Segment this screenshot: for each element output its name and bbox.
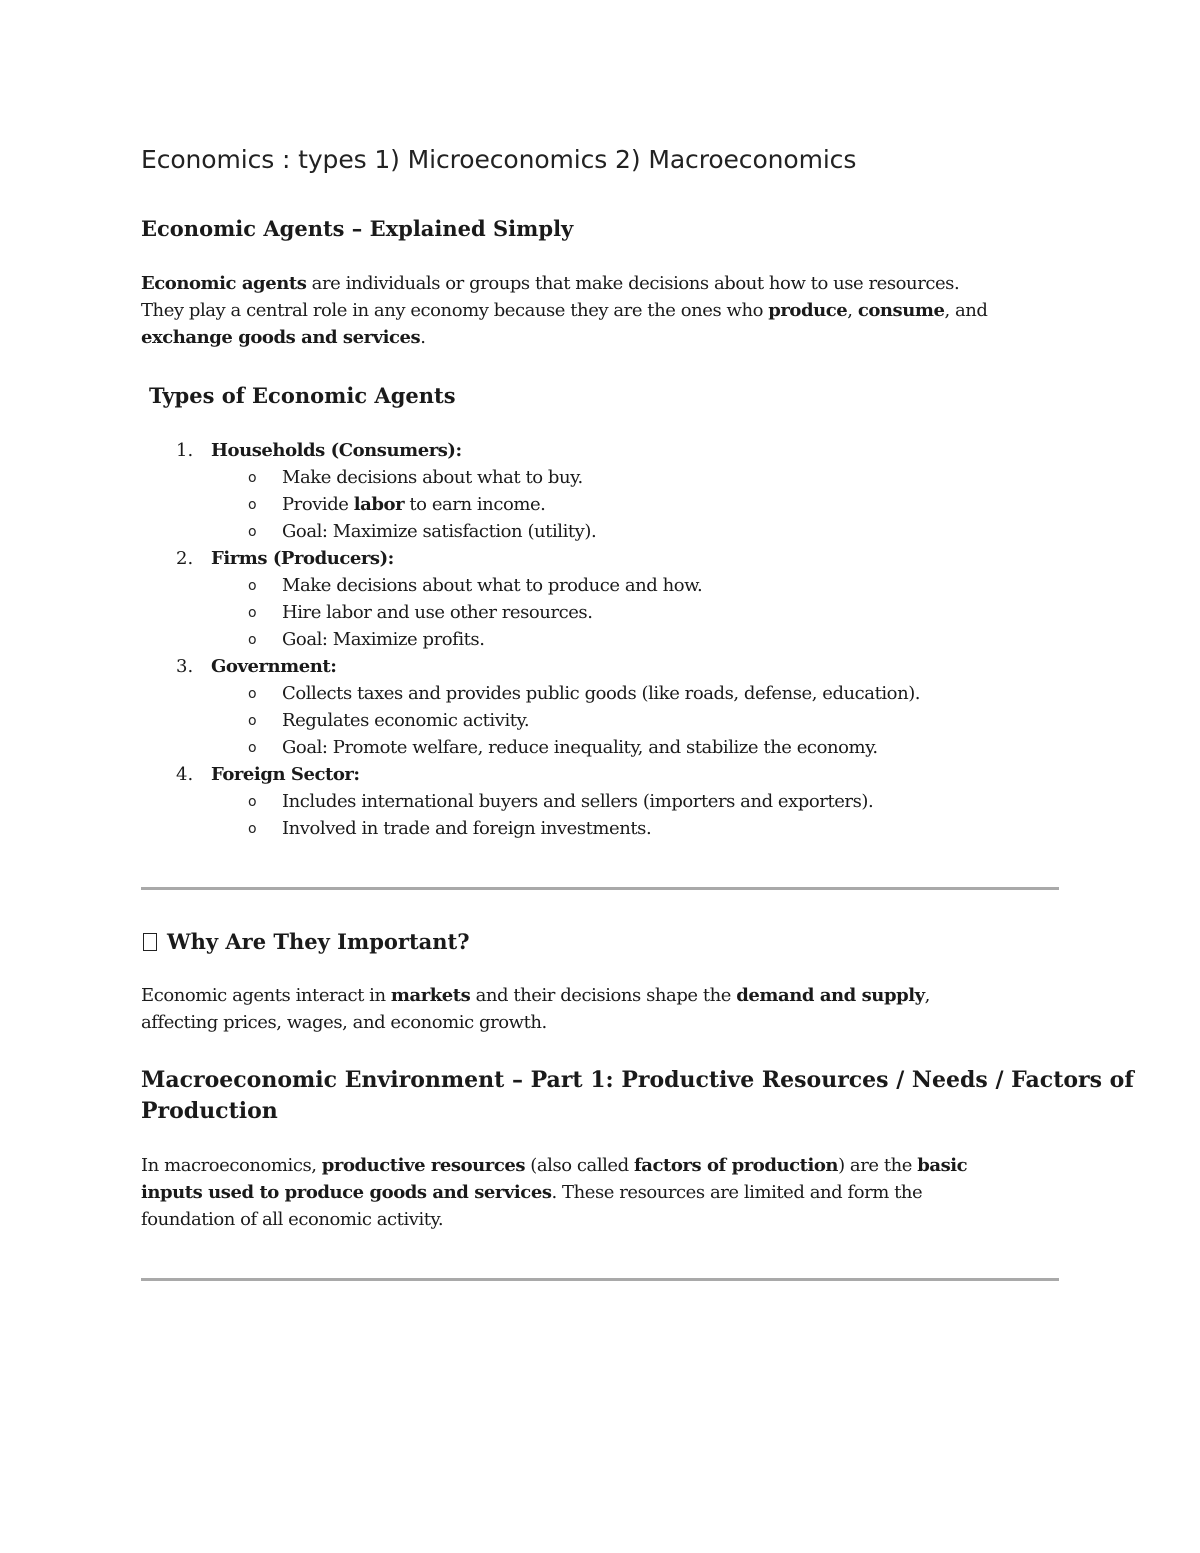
horizontal-rule bbox=[141, 887, 1059, 890]
bullet-icon: o bbox=[248, 497, 257, 513]
list-number: 3. bbox=[176, 656, 194, 677]
list-item-label bbox=[211, 548, 394, 569]
intro-line-2 bbox=[141, 300, 988, 321]
missing-glyph-icon bbox=[143, 933, 157, 951]
intro-text: , and bbox=[944, 300, 988, 321]
list-item-label bbox=[211, 656, 336, 677]
why-line-2: affecting prices, wages, and economic growth. bbox=[141, 1012, 547, 1033]
intro-text: They play a central role in any economy because they are the ones who bbox=[141, 300, 769, 321]
term-economic-agents: Economic agents bbox=[141, 273, 307, 294]
macro-heading-line-2: Production bbox=[141, 1098, 278, 1124]
intro-text: , bbox=[847, 300, 858, 321]
term-basic: basic bbox=[917, 1155, 968, 1176]
macro-text: ) are the bbox=[838, 1155, 918, 1176]
sub-item: Goal: Maximize profits. bbox=[282, 629, 485, 650]
list-number: 2. bbox=[176, 548, 194, 569]
term-markets: markets bbox=[390, 985, 471, 1006]
list-number: 4. bbox=[176, 764, 194, 785]
sub-item bbox=[282, 494, 545, 515]
macro-text: . These resources are limited and form the bbox=[551, 1182, 923, 1203]
sub-item: Goal: Maximize satisfaction (utility). bbox=[282, 521, 597, 542]
bullet-icon: o bbox=[248, 605, 257, 621]
why-text: Economic agents interact in bbox=[141, 985, 391, 1006]
term-exchange: exchange goods and services bbox=[141, 327, 421, 348]
why-text: and their decisions shape the bbox=[470, 985, 737, 1006]
why-heading bbox=[143, 929, 470, 954]
sub-item: Involved in trade and foreign investments. bbox=[282, 818, 652, 839]
term-productive-resources: productive resources bbox=[321, 1155, 526, 1176]
horizontal-rule bbox=[141, 1278, 1059, 1281]
intro-text: . bbox=[420, 327, 426, 348]
document-title: Economics : types 1) Microeconomics 2) Macroeconomics bbox=[141, 145, 857, 174]
macro-line-3: foundation of all economic activity. bbox=[141, 1209, 444, 1230]
term-factors-of-production: factors of production bbox=[633, 1155, 839, 1176]
intro-text: are individuals or groups that make decisions about how to use resources. bbox=[306, 273, 960, 294]
intro-line-3 bbox=[141, 327, 426, 348]
sub-item: Make decisions about what to buy. bbox=[282, 467, 583, 488]
term-labor: labor bbox=[353, 494, 405, 515]
why-line-1 bbox=[141, 985, 930, 1006]
agent-households: Households (Consumers): bbox=[211, 440, 462, 461]
sub-item: Goal: Promote welfare, reduce inequality, and stabilize the economy. bbox=[282, 737, 878, 758]
sub-item: Includes international buyers and sellers (importers and exporters). bbox=[282, 791, 874, 812]
bullet-icon: o bbox=[248, 740, 257, 756]
sub-item: Regulates economic activity. bbox=[282, 710, 530, 731]
macro-heading-line-1: Macroeconomic Environment – Part 1: Productive Resources / Needs / Factors of bbox=[141, 1067, 1134, 1093]
bullet-icon: o bbox=[248, 821, 257, 837]
term-consume: consume bbox=[857, 300, 945, 321]
why-text: , bbox=[924, 985, 930, 1006]
macro-text: In macroeconomics, bbox=[141, 1155, 322, 1176]
agent-firms: Firms (Producers): bbox=[211, 548, 394, 569]
sub-item: Hire labor and use other resources. bbox=[282, 602, 593, 623]
sub-text: to earn income. bbox=[404, 494, 546, 515]
term-inputs: inputs used to produce goods and services bbox=[141, 1182, 552, 1203]
sub-item: Make decisions about what to produce and how. bbox=[282, 575, 703, 596]
macro-text: (also called bbox=[525, 1155, 634, 1176]
list-number: 1. bbox=[176, 440, 194, 461]
why-heading-text: Why Are They Important? bbox=[167, 929, 470, 954]
agent-government: Government: bbox=[211, 656, 337, 677]
list-item-label bbox=[211, 764, 360, 785]
bullet-icon: o bbox=[248, 713, 257, 729]
bullet-icon: o bbox=[248, 632, 257, 648]
term-demand-supply: demand and supply bbox=[736, 985, 925, 1006]
section-heading-economic-agents: Economic Agents – Explained Simply bbox=[141, 216, 574, 241]
agent-foreign-sector: Foreign Sector: bbox=[211, 764, 360, 785]
bullet-icon: o bbox=[248, 524, 257, 540]
bullet-icon: o bbox=[248, 794, 257, 810]
term-produce: produce bbox=[768, 300, 848, 321]
macro-line-2 bbox=[141, 1182, 922, 1203]
bullet-icon: o bbox=[248, 578, 257, 594]
sub-item: Collects taxes and provides public goods (like roads, defense, education). bbox=[282, 683, 921, 704]
bullet-icon: o bbox=[248, 686, 257, 702]
sub-text: Provide bbox=[282, 494, 354, 515]
intro-line-1 bbox=[141, 273, 959, 294]
types-heading: Types of Economic Agents bbox=[149, 383, 456, 408]
macro-line-1 bbox=[141, 1155, 967, 1176]
bullet-icon: o bbox=[248, 470, 257, 486]
list-item-label bbox=[211, 440, 462, 461]
